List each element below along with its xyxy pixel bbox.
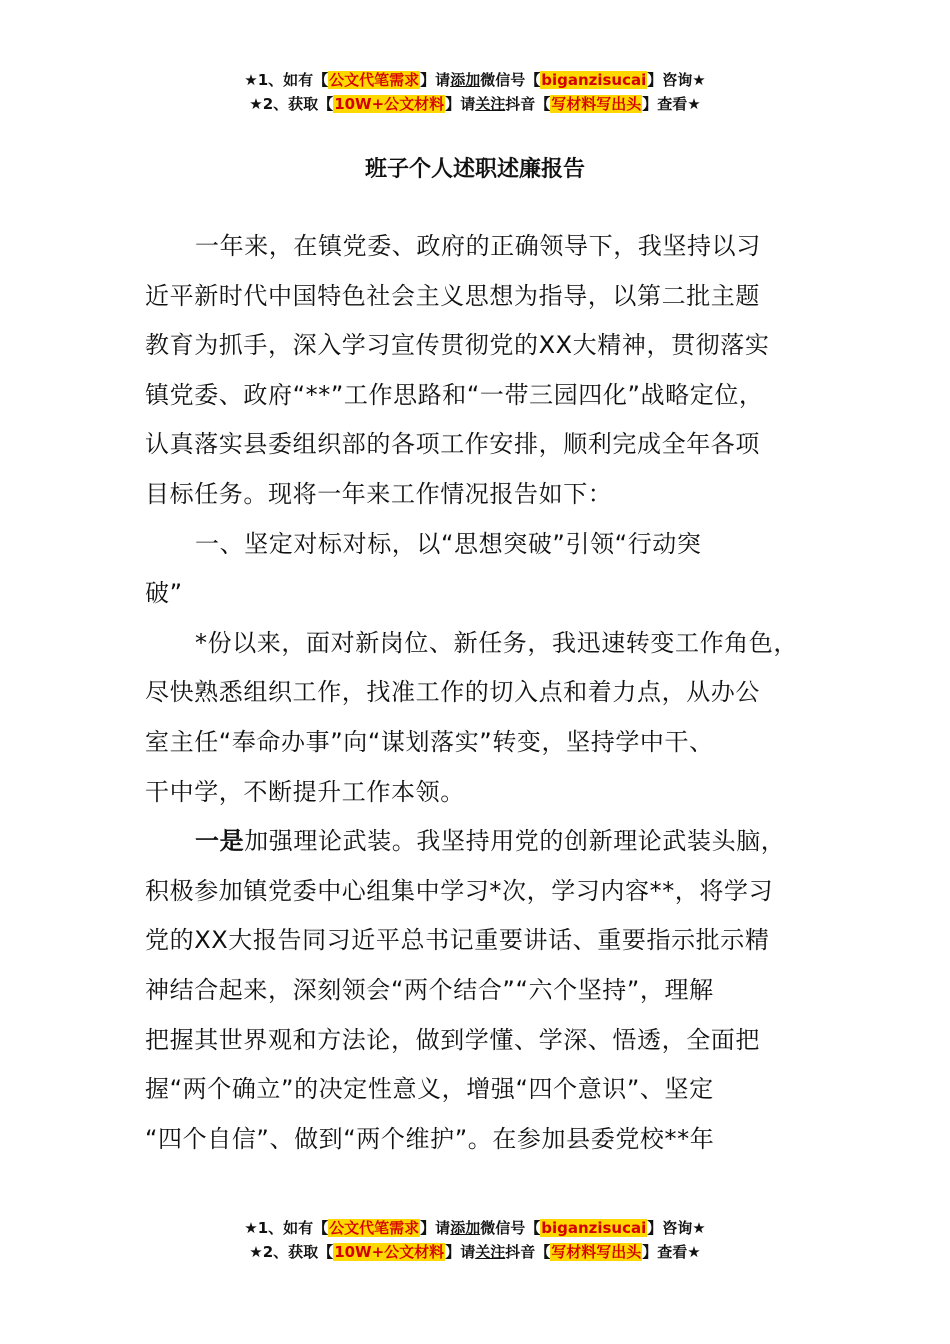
body-line: 握“两个确立”的决定性意义，增强“四个意识”、坚定 xyxy=(145,1075,714,1104)
body-line: *份以来，面对新岗位、新任务，我迅速转变工作角色， xyxy=(195,628,798,657)
promo-line-2 xyxy=(0,1240,950,1264)
promo-line-1 xyxy=(0,1216,950,1240)
promo-highlight: 10W+公文材料 xyxy=(334,1243,445,1261)
promo-text: 】咨询★ xyxy=(647,71,706,89)
promo-text: ★2、获取【 xyxy=(249,1243,334,1261)
promo-text: 微信号【 xyxy=(480,1219,541,1237)
promo-highlight: 公文代笔需求 xyxy=(329,71,420,89)
promo-text: 】请 xyxy=(445,95,476,113)
promo-highlight: 10W+公文材料 xyxy=(334,95,445,113)
section-heading-line: 破” xyxy=(145,579,183,608)
promo-text: 】查看★ xyxy=(642,1243,701,1261)
document-body xyxy=(145,222,825,1164)
section-heading-line: 一、坚定对标对标，以“思想突破”引领“行动突 xyxy=(195,529,702,558)
body-line: 干中学，不断提升工作本领。 xyxy=(145,777,465,806)
promo-banner-top xyxy=(0,68,950,116)
body-line: 教育为抓手，深入学习宣传贯彻党的XX大精神，贯彻落实 xyxy=(145,331,770,360)
promo-text: ★1、如有【 xyxy=(244,71,329,89)
promo-text: 】请 xyxy=(445,1243,476,1261)
promo-underline: 添加 xyxy=(450,1219,481,1237)
body-line: 一年来，在镇党委、政府的正确领导下，我坚持以习 xyxy=(195,232,761,260)
body-line: 镇党委、政府“**”工作思路和“一带三园四化”战略定位， xyxy=(145,380,764,409)
body-line: 尽快熟悉组织工作，找准工作的切入点和着力点，从办公 xyxy=(145,678,760,707)
promo-text: 抖音【 xyxy=(505,1243,551,1261)
body-line: 神结合起来，深刻领会“两个结合”“六个坚持”，理解 xyxy=(145,975,714,1004)
body-line: 室主任“奉命办事”向“谋划落实”转变，坚持学中干、 xyxy=(145,727,714,756)
promo-underline: 添加 xyxy=(450,71,481,89)
document-title: 班子个人述职述廉报告 xyxy=(364,157,585,182)
promo-line-2 xyxy=(0,92,950,116)
body-line: 近平新时代中国特色社会主义思想为指导，以第二批主题 xyxy=(145,281,760,310)
promo-text: 】请 xyxy=(420,71,451,89)
body-line: 目标任务。现将一年来工作情况报告如下： xyxy=(145,479,613,508)
promo-highlight: biganzisucai xyxy=(541,71,647,89)
promo-text: 】查看★ xyxy=(642,95,701,113)
body-line-text: 加强理论武装。我坚持用党的创新理论武装头脑， xyxy=(244,827,786,856)
promo-text: 】请 xyxy=(420,1219,451,1237)
body-line: “四个自信”、做到“两个维护”。在参加县委党校**年 xyxy=(145,1124,715,1153)
promo-text: 抖音【 xyxy=(505,95,551,113)
promo-line-1 xyxy=(0,68,950,92)
promo-banner-bottom xyxy=(0,1216,950,1264)
promo-highlight: biganzisucai xyxy=(541,1219,647,1237)
promo-text: ★2、获取【 xyxy=(249,95,334,113)
body-line: 认真落实县委组织部的各项工作安排，顺利完成全年各项 xyxy=(145,430,760,459)
promo-text: ★1、如有【 xyxy=(244,1219,329,1237)
body-line: 积极参加镇党委中心组集中学习*次，学习内容**，将学习 xyxy=(145,876,774,905)
promo-text: 微信号【 xyxy=(480,71,541,89)
promo-underline: 关注 xyxy=(475,95,506,113)
promo-text: 】咨询★ xyxy=(647,1219,706,1237)
bold-lead: 一是 xyxy=(195,827,245,856)
body-line: 党的XX大报告同习近平总书记重要讲话、重要指示批示精 xyxy=(145,926,770,955)
body-line: 把握其世界观和方法论，做到学懂、学深、悟透，全面把 xyxy=(145,1025,760,1054)
body-line-lead xyxy=(145,817,825,867)
promo-underline: 关注 xyxy=(475,1243,506,1261)
promo-highlight: 写材料写出头 xyxy=(551,95,642,113)
promo-highlight: 公文代笔需求 xyxy=(329,1219,420,1237)
promo-highlight: 写材料写出头 xyxy=(551,1243,642,1261)
